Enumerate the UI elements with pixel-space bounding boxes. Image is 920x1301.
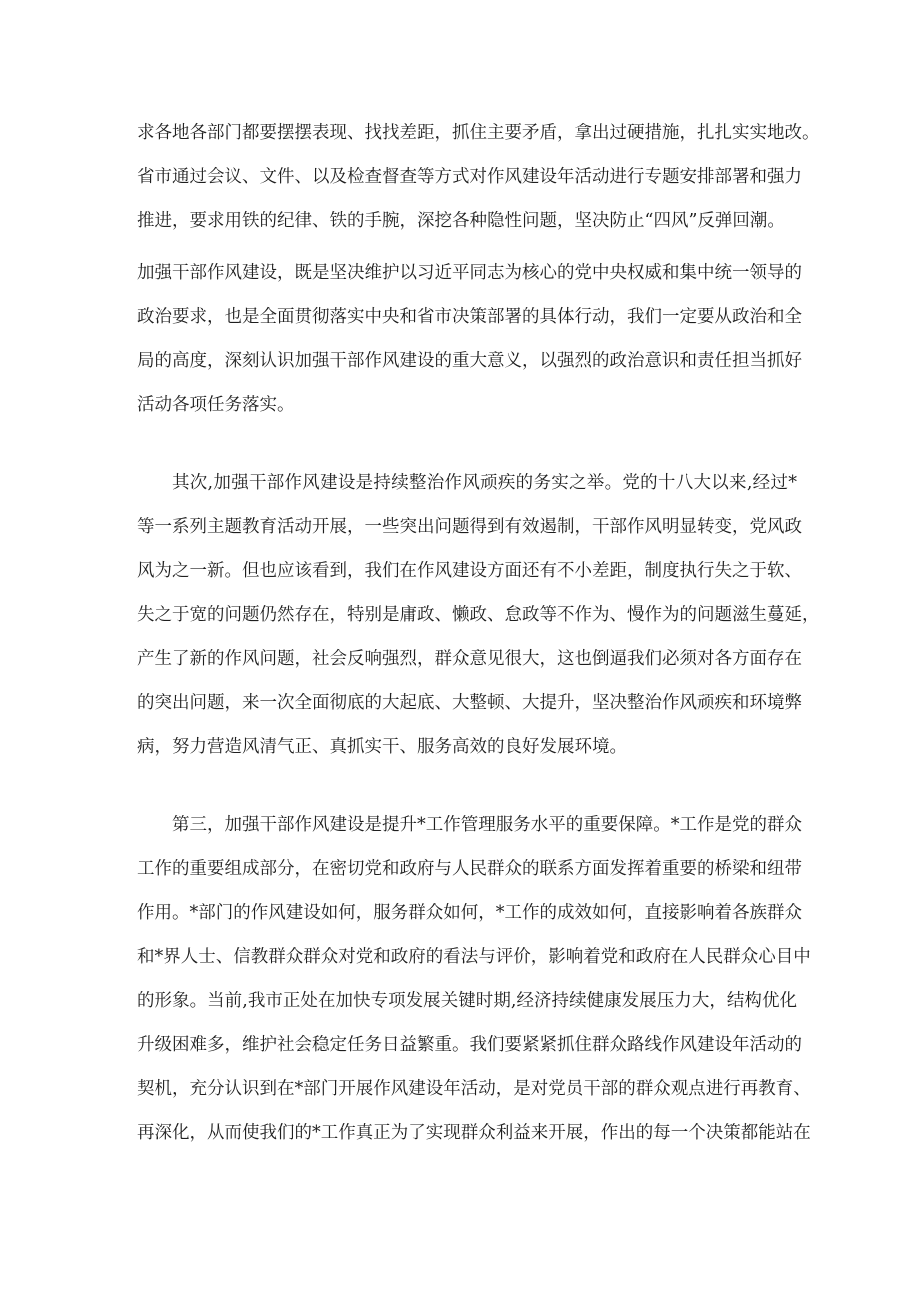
paragraph-1 [137,111,820,243]
text-line: 产生了新的作风问题，社会反响强烈，群众意见很大，这也倒逼我们必须对各方面存在 [137,649,802,669]
text-line: 局的高度，深刻认识加强干部作风建设的重大意义，以强烈的政治意识和责任担当抓好 [137,351,802,371]
text-line: 契机，充分认识到在*部门开展作风建设年活动，是对党员干部的群众观点进行再教育、 [137,1079,811,1099]
text-line: 病，努力营造风清气正、真抓实干、服务高效的良好发展环境。 [137,737,627,757]
text-line: 等一系列主题教育活动开展，一些突出问题得到有效遏制，干部作风明显转变，党风政 [137,517,802,537]
paragraph-2 [137,251,802,427]
text-line: 风为之一新。但也应该看到，我们在作风建设方面还有不小差距，制度执行失之于软、 [137,561,802,581]
paragraph-4 [137,803,811,1155]
text-line: 政治要求，也是全面贯彻落实中央和省市决策部署的具体行动，我们一定要从政治和全 [137,307,802,327]
text-line: 升级困难多，维护社会稳定任务日益繁重。我们要紧紧抓住群众路线作风建设年活动的 [137,1035,802,1055]
text-line: 活动各项任务落实。 [137,395,295,415]
text-line: 加强干部作风建设，既是坚决维护以习近平同志为核心的党中央权威和集中统一领导的 [137,263,802,283]
text-line: 推进，要求用铁的纪律、铁的手腕，深挖各种隐性问题，坚决防止“四风”反弹回潮。 [137,211,785,231]
text-line: 和*界人士、信教群众群众对党和政府的看法与评价，影响着党和政府在人民群众心目中 [137,947,811,967]
text-line: 的突出问题，来一次全面彻底的大起底、大整顿、大提升，坚决整治作风顽疾和环境弊 [137,693,802,713]
text-line: 再深化，从而使我们的*工作真正为了实现群众利益来开展，作出的每一个决策都能站在 [137,1123,811,1143]
text-line: 其次,加强干部作风建设是持续整治作风顽疾的务实之举。党的十八大以来,经过* [172,473,797,493]
text-line: 的形象。当前,我市正处在加快专项发展关键时期,经济持续健康发展压力大，结构优化 [137,991,797,1011]
paragraph-3 [137,461,820,769]
text-line: 失之于宽的问题仍然存在，特别是庸政、懒政、怠政等不作为、慢作为的问题滋生蔓延， [137,605,820,625]
text-line: 工作的重要组成部分，在密切党和政府与人民群众的联系方面发挥着重要的桥梁和纽带 [137,859,802,879]
text-line: 作用。*部门的作风建设如何，服务群众如何，*工作的成效如何，直接影响着各族群众 [137,903,802,923]
text-line: 省市通过会议、文件、以及检查督查等方式对作风建设年活动进行专题安排部署和强力 [137,167,802,187]
text-line: 第三，加强干部作风建设是提升*工作管理服务水平的重要保障。*工作是党的群众 [172,815,802,835]
text-line: 求各地各部门都要摆摆表现、找找差距，抓住主要矛盾，拿出过硬措施，扎扎实实地改。 [137,123,820,143]
